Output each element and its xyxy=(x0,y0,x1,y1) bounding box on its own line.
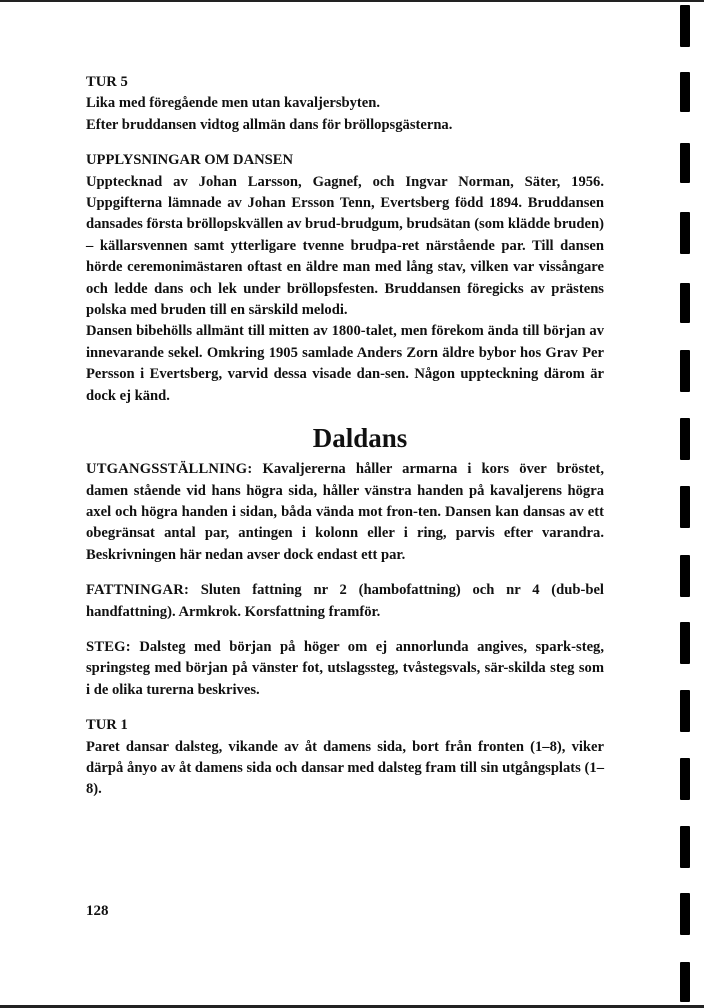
binding-marks xyxy=(680,0,692,1008)
tur5-heading: TUR 5 xyxy=(86,74,128,90)
page-body xyxy=(86,72,604,801)
binding-mark xyxy=(680,72,690,112)
binding-mark xyxy=(680,143,690,183)
fattningar-paragraph xyxy=(86,580,604,623)
top-edge-line xyxy=(0,0,704,2)
binding-mark xyxy=(680,622,690,664)
page-number: 128 xyxy=(86,903,109,919)
tur5-line: Lika med föregående men utan kavaljersbyten. xyxy=(86,95,381,112)
tur1-heading: TUR 1 xyxy=(86,717,128,734)
upplysningar-paragraph: Upptecknad av Johan Larsson, Gagnef, och Ingvar Norman, Säter, 1956. Uppgifterna lämnade av Johan Ersson Tenn, Evertsberg född 1894. Bruddansen dansades första bröllopskvällen av brud-brudgum, brudsätan (som klädde bruden) – källarsvennen samt ytterligare tvenne brudpa-ret närstående par. Till dansen hörde ceremonimästaren oftast en äldre man med lång stav, vilken var vissångare och ledde dans och lek under bröllopsfesten. Bruddansen föregicks av prästens polska med bruden till en särskild melodi. xyxy=(86,173,604,319)
binding-mark xyxy=(680,555,690,597)
binding-mark xyxy=(680,962,690,1002)
steg-label: STEG: xyxy=(86,638,131,655)
tur1-paragraph: Paret dansar dalsteg, vikande av åt damens sida, bort från fronten (1–8), viker därpå ånyo av åt damens sida och dansar med dalsteg fram till sin utgångsplats (1–8). xyxy=(86,738,604,798)
upplysningar-paragraph: Dansen bibehölls allmänt till mitten av 1800-talet, men förekom ända till början av innevarande sekel. Omkring 1905 samlade Anders Zorn äldre bybor hos Grav Per Persson i Evertsberg, varvid dessa visade dan-sen. Någon uppteckning därom är dock ej känd. xyxy=(86,323,604,404)
utgangsstallning-label: UTGANGSSTÄLLNING: xyxy=(86,461,253,478)
binding-mark xyxy=(680,212,690,254)
binding-mark xyxy=(680,283,690,323)
binding-mark xyxy=(680,486,690,528)
binding-mark xyxy=(680,893,690,935)
binding-mark xyxy=(680,350,690,392)
utgangsstallning-paragraph xyxy=(86,459,604,566)
binding-mark xyxy=(680,5,690,47)
utgangsstallning-text: Kavaljererna håller armarna i kors över bröstet, damen stående vid hans högra sida, håller vänstra handen på kavaljerens högra axel och högra handen i sidan, båda vända mot fron-ten. Dansen kan dansas av ett obegränsat antal par, antingen i kolonn eller i ring, parvis efter varandra. Beskrivningen här nedan avser dock endast ett par. xyxy=(86,461,604,563)
upplysningar-heading: UPPLYSNINGAR OM DANSEN xyxy=(86,152,294,169)
binding-mark xyxy=(680,826,690,868)
fattningar-label: FATTNINGAR: xyxy=(86,582,190,599)
steg-text: Dalsteg med början på höger om ej annorlunda angives, spark-steg, springsteg med början på vänster fot, utslagssteg, tvåstegsvals, sär-skilda steg som i de olika turerna beskrives. xyxy=(86,638,604,698)
daldans-title: Daldans xyxy=(312,423,408,454)
tur5-line: Efter bruddansen vidtog allmän dans för bröllopsgästerna. xyxy=(86,116,453,133)
binding-mark xyxy=(680,418,690,460)
fattningar-text: Sluten fattning nr 2 (hambofattning) och nr 4 (dub-bel handfattning). Armkrok. Korsfattning framför. xyxy=(86,582,604,620)
binding-mark xyxy=(680,758,690,800)
binding-mark xyxy=(680,690,690,732)
steg-paragraph xyxy=(86,637,604,701)
